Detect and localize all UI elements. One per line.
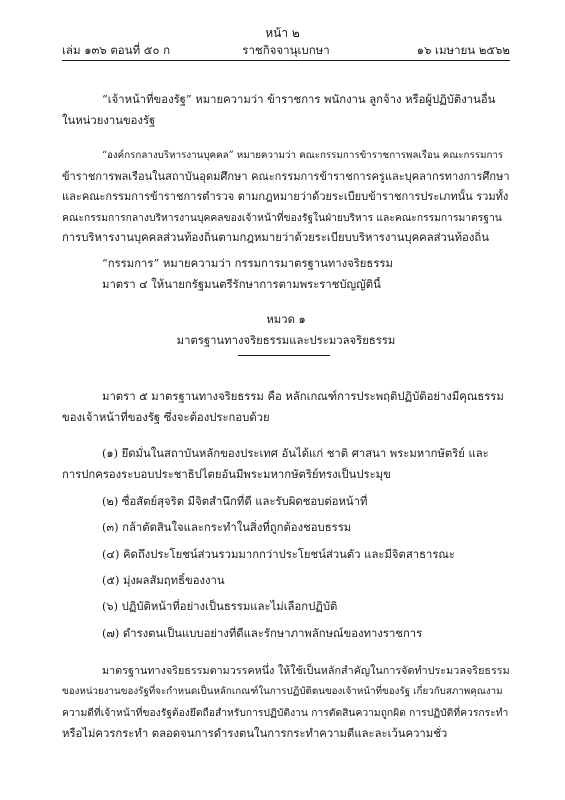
gazette-name: ราชกิจจานุเบกษา (242, 43, 330, 57)
section-5-cont: ของเจ้าหน้าที่ของรัฐ ซึ่งจะต้องประกอบด้วย (62, 411, 270, 424)
section-4: มาตรา ๔ ให้นายกรัฐมนตรีรักษาการตามพระราชบัญญัตินี้ (102, 278, 381, 291)
publication-date: ๑๖ เมษายน ๒๕๖๒ (416, 43, 510, 57)
definition-personnel-body: “องค์กรกลางบริหารงานบุคคล” หมายความว่า คณะกรรมการข้าราชการพลเรือน คณะกรรมการ (102, 150, 504, 161)
definition-personnel-body-cont-2: และคณะกรรมการข้าราชการตำรวจ ตามกฎหมายว่าด้วยระเบียบข้าราชการประเภทนั้น รวมทั้ง (62, 190, 509, 203)
standard-item-4: (๔) คิดถึงประโยชน์ส่วนรวมมากกว่าประโยชน์ส่วนตัว และมีจิตสาธารณะ (102, 548, 455, 561)
standard-item-6: (๖) ปฏิบัติหน้าที่อย่างเป็นธรรมและไม่เลือกปฏิบัติ (102, 600, 338, 613)
paragraph-code-of-ethics-cont-2: ความดีที่เจ้าหน้าที่ของรัฐต้องยึดถือสำหรับการปฏิบัติงาน การตัดสินความถูกผิด การปฏิบัติที่ควรกระทำ (62, 707, 509, 719)
definition-state-official: “เจ้าหน้าที่ของรัฐ” หมายความว่า ข้าราชการ พนักงาน ลูกจ้าง หรือผู้ปฏิบัติงานอื่น (102, 93, 496, 106)
volume-issue: เล่ม ๑๓๖ ตอนที่ ๕๐ ก (62, 43, 171, 57)
paragraph-code-of-ethics-cont-1: ของหน่วยงานของรัฐที่จะกำหนดเป็นหลักเกณฑ์ในการปฏิบัติตนของเจ้าหน้าที่ของรัฐ เกี่ยวกับสภาพคุณงาม (62, 686, 503, 697)
standard-item-7: (๗) ดำรงตนเป็นแบบอย่างที่ดีและรักษาภาพลักษณ์ของทางราชการ (102, 627, 423, 640)
standard-item-5: (๕) มุ่งผลสัมฤทธิ์ของงาน (102, 574, 225, 587)
definition-personnel-body-cont-1: ข้าราชการพลเรือนในสถาบันอุดมศึกษา คณะกรรมการข้าราชการครูและบุคลากรทางการศึกษา (62, 170, 510, 183)
standard-item-2: (๒) ซื่อสัตย์สุจริต มีจิตสำนึกที่ดี และรับผิดชอบต่อหน้าที่ (102, 495, 368, 508)
definition-personnel-body-cont-3: คณะกรรมการกลางบริหารงานบุคคลของเจ้าหน้าที่ของรัฐในฝ่ายบริหาร และคณะกรรมการมาตรฐาน (62, 212, 502, 224)
definition-personnel-body-cont-4: การบริหารงานบุคคลส่วนท้องถิ่นตามกฎหมายว่าด้วยระเบียบบริหารงานบุคคลส่วนท้องถิ่น (62, 231, 489, 244)
gazette-header (62, 42, 510, 61)
chapter-title: มาตรฐานทางจริยธรรมและประมวลจริยธรรม (176, 334, 396, 347)
page-number: หน้า ๒ (265, 26, 300, 40)
definition-committee-member: “กรรมการ” หมายความว่า กรรมการมาตรฐานทางจริยธรรม (102, 257, 393, 270)
definition-state-official-cont: ในหน่วยงานของรัฐ (62, 114, 156, 127)
standard-item-1-cont: การปกครองระบอบประชาธิปไตยอันมีพระมหากษัตริย์ทรงเป็นประมุข (62, 468, 391, 481)
chapter-divider (238, 355, 330, 356)
paragraph-code-of-ethics: มาตรฐานทางจริยธรรมตามวรรคหนึ่ง ให้ใช้เป็นหลักสำคัญในการจัดทำประมวลจริยธรรม (102, 664, 510, 677)
paragraph-code-of-ethics-cont-3: หรือไม่ควรกระทำ ตลอดจนการดำรงตนในการกระทำความดีและละเว้นความชั่ว (62, 727, 448, 740)
section-5: มาตรา ๕ มาตรฐานทางจริยธรรม คือ หลักเกณฑ์การประพฤติปฏิบัติอย่างมีคุณธรรม (102, 390, 504, 403)
chapter-number: หมวด ๑ (266, 313, 306, 326)
standard-item-1: (๑) ยึดมั่นในสถาบันหลักของประเทศ อันได้แก่ ชาติ ศาสนา พระมหากษัตริย์ และ (102, 447, 489, 460)
standard-item-3: (๓) กล้าตัดสินใจและกระทำในสิ่งที่ถูกต้องชอบธรรม (102, 521, 352, 534)
